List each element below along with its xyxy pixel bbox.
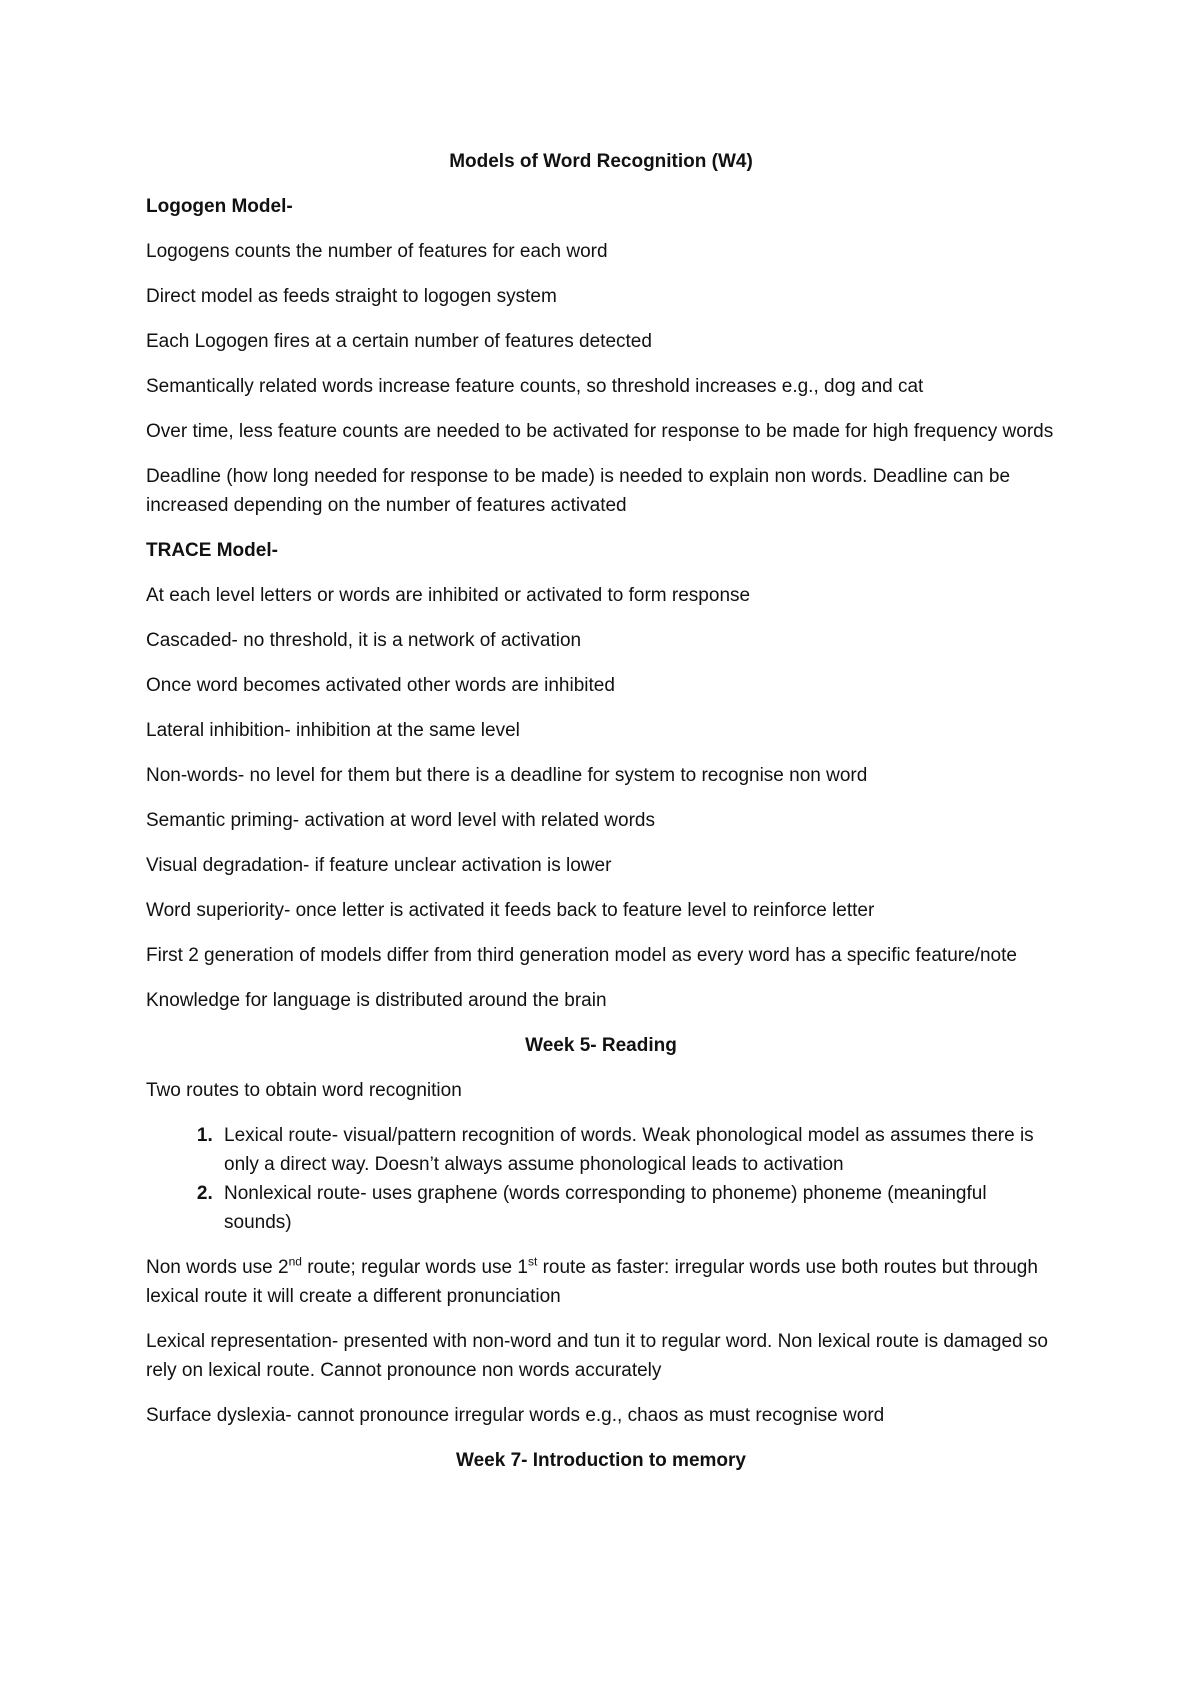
trace-paragraph: At each level letters or words are inhibited or activated to form response: [146, 585, 751, 606]
trace-paragraph: Lateral inhibition- inhibition at the same level: [146, 720, 520, 741]
trace-paragraph: First 2 generation of models differ from third generation model as every word has a specific feature/note: [146, 945, 1017, 966]
trace-paragraph: Visual degradation- if feature unclear activation is lower: [146, 855, 612, 876]
logogen-heading: Logogen Model-: [146, 196, 293, 217]
route-item-nonlexical: 2. Nonlexical route- uses graphene (words corresponding to phoneme) phoneme (meaningful sounds): [218, 1179, 1056, 1237]
week5-intro: Two routes to obtain word recognition: [146, 1080, 462, 1101]
document-body: [146, 147, 1056, 1491]
week5-paragraph: Lexical representation- presented with non-word and tun it to regular word. Non lexical route is damaged so rely on lexical route. Cannot pronounce non words accurately: [146, 1331, 1048, 1381]
trace-paragraph: Non-words- no level for them but there is a deadline for system to recognise non word: [146, 765, 868, 786]
trace-paragraph: Semantic priming- activation at word level with related words: [146, 810, 655, 831]
ordinal-superscript: st: [527, 1254, 538, 1269]
logogen-paragraph: Direct model as feeds straight to logogen system: [146, 286, 557, 307]
nonwords-text: route; regular words use 1: [301, 1257, 528, 1278]
logogen-paragraph: Over time, less feature counts are needed to be activated for response to be made for high frequency words: [146, 421, 1054, 442]
nonwords-text: Non words use 2: [146, 1257, 289, 1278]
logogen-paragraph: Semantically related words increase feature counts, so threshold increases e.g., dog and cat: [146, 376, 924, 397]
ordinal-superscript: nd: [288, 1254, 302, 1269]
nonwords-paragraph: [146, 1253, 1056, 1311]
week7-heading: Week 7- Introduction to memory: [456, 1450, 746, 1471]
logogen-paragraph: Deadline (how long needed for response to be made) is needed to explain non words. Deadline can be increased depending on the number of features activated: [146, 466, 1011, 516]
week5-heading: Week 5- Reading: [525, 1035, 677, 1056]
nonwords-text: route as faster: irregular words use both routes but through lexical route it will create a different pronunciation: [146, 1257, 1038, 1307]
routes-list: [146, 1121, 1056, 1237]
trace-heading: TRACE Model-: [146, 540, 278, 561]
week5-paragraph: Surface dyslexia- cannot pronounce irregular words e.g., chaos as must recognise word: [146, 1405, 885, 1426]
logogen-paragraph: Logogens counts the number of features for each word: [146, 241, 608, 262]
route-item-lexical: 1. Lexical route- visual/pattern recognition of words. Weak phonological model as assumes there is only a direct way. Doesn’t always assume phonological leads to activation: [218, 1121, 1056, 1179]
trace-paragraph: Word superiority- once letter is activated it feeds back to feature level to reinforce letter: [146, 900, 875, 921]
trace-paragraph: Knowledge for language is distributed around the brain: [146, 990, 607, 1011]
logogen-paragraph: Each Logogen fires at a certain number of features detected: [146, 331, 652, 352]
trace-paragraph: Once word becomes activated other words are inhibited: [146, 675, 615, 696]
document-title: Models of Word Recognition (W4): [449, 151, 753, 172]
trace-paragraph: Cascaded- no threshold, it is a network of activation: [146, 630, 582, 651]
